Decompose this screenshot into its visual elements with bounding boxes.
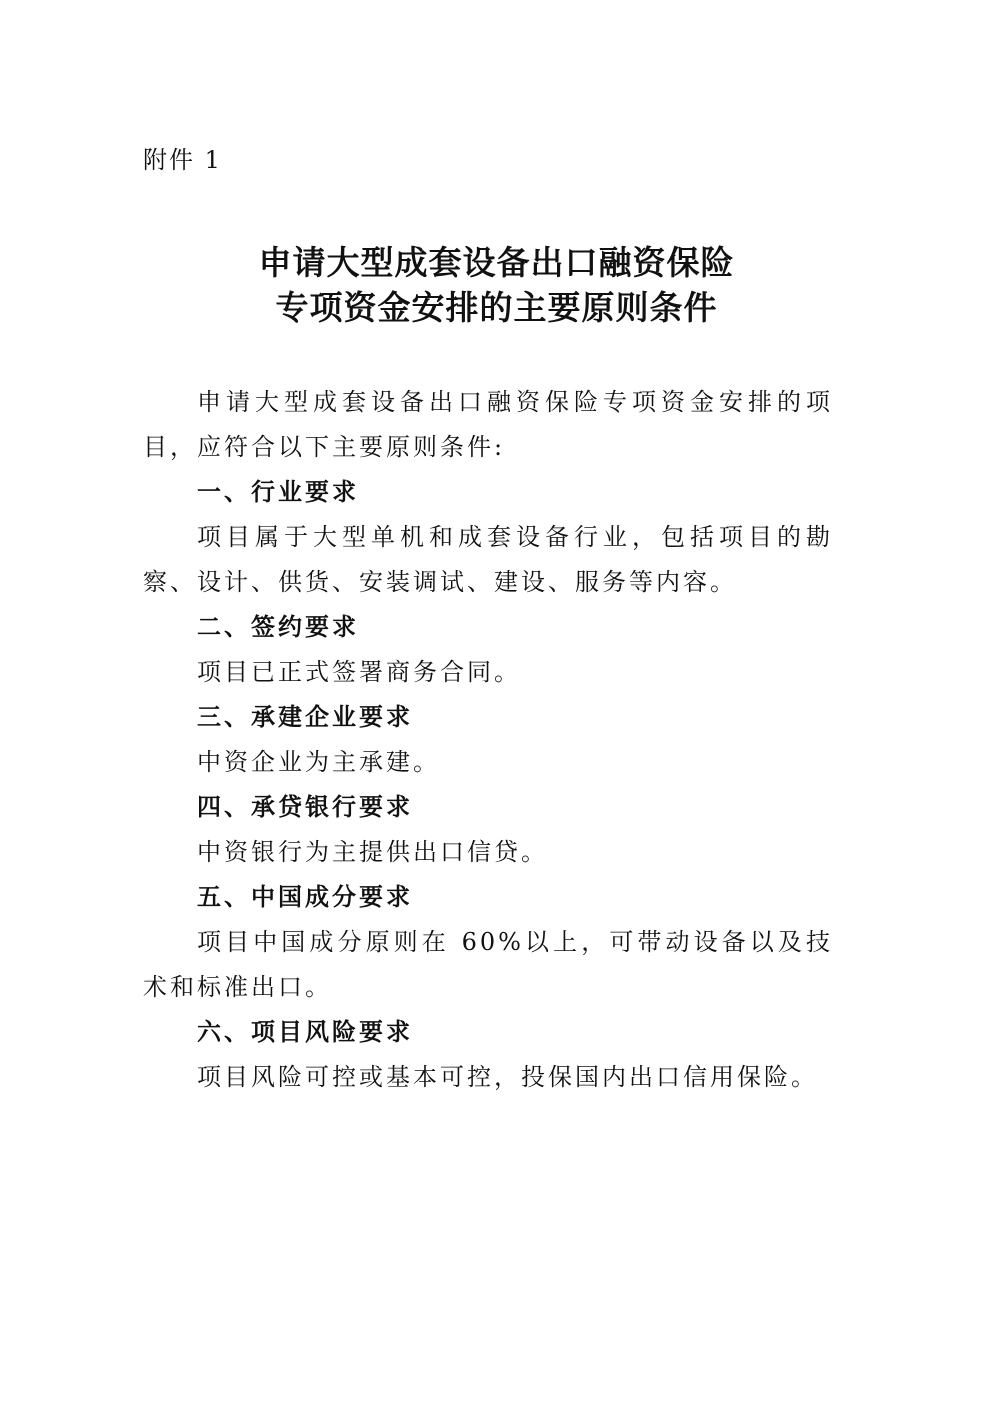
document-title-line-2: 专项资金安排的主要原则条件: [275, 288, 718, 327]
section-heading-lending-bank: 四、承贷银行要求: [197, 793, 413, 821]
section-text-contract: 项目已正式签署商务合同。: [197, 658, 521, 686]
document-body: [143, 380, 833, 1100]
section-text-contractor: 中资企业为主承建。: [197, 748, 440, 776]
section-text-industry: 项目属于大型单机和成套设备行业，包括项目的勘察、设计、供货、安装调试、建设、服务等内容。: [143, 523, 833, 596]
attachment-label: 附件 1: [143, 146, 222, 174]
section-heading-industry: 一、行业要求: [197, 478, 359, 506]
section-text-china-content: 项目中国成分原则在 60%以上，可带动设备以及技术和标准出口。: [143, 928, 833, 1001]
section-heading-project-risk: 六、项目风险要求: [197, 1018, 413, 1046]
section-text-project-risk: 项目风险可控或基本可控，投保国内出口信用保险。: [197, 1063, 818, 1091]
document-title-line-1: 申请大型成套设备出口融资保险: [258, 243, 735, 282]
section-text-lending-bank: 中资银行为主提供出口信贷。: [197, 838, 548, 866]
section-heading-contract: 二、签约要求: [197, 613, 359, 641]
section-heading-china-content: 五、中国成分要求: [197, 883, 413, 911]
section-heading-contractor: 三、承建企业要求: [197, 703, 413, 731]
intro-paragraph: 申请大型成套设备出口融资保险专项资金安排的项目，应符合以下主要原则条件:: [143, 388, 833, 461]
